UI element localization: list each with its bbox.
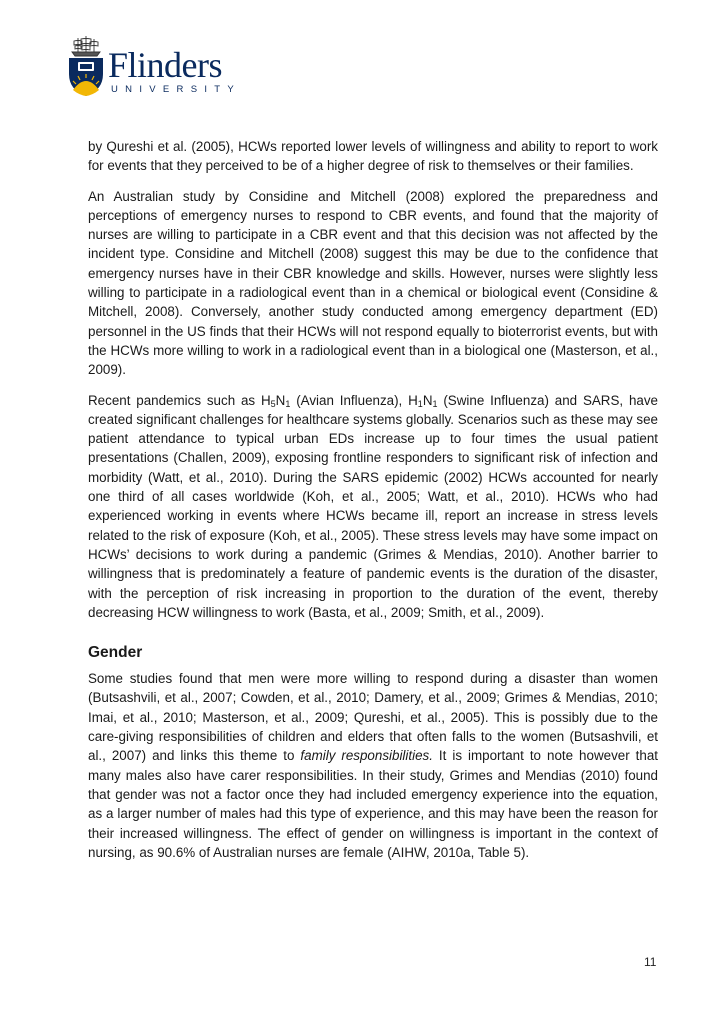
- paragraph-4: Some studies found that men were more willing to respond during a disaster than women (Butsashvili, et al., 2007; Cowden, et al., 2010; Damery, et al., 2009; Grimes & Mendias, 2010; Imai, et al., 2010; Masterson, et al., 2009; Qureshi, et al., 2005). This is possibly due to the care-giving responsibilities of children and elders that often falls to the women (Butsashvili, et al., 2007) and links this theme to family responsibilities. It is important to note however that many males also have carer responsibilities. In their study, Grimes and Mendias (2010) found that gender was not a factor once they had included emergency experience into the equation, as a larger number of males had this type of experience, and this may have been the reason for their increased willingness. The effect of gender on willingness is important in the context of nursing, as 90.6% of Australian nurses are female (AIHW, 2010a, Table 5).: [88, 671, 658, 860]
- document-body: [88, 137, 658, 873]
- crest-icon: [66, 34, 106, 98]
- logo-subtitle: UNIVERSITY: [111, 84, 242, 95]
- paragraph-3: Recent pandemics such as $H_5N_1$ (Avian Influenza), $H_1N_1$ (Swine Influenza) and SARS, have created significant challenges for healthcare systems globally. Scenarios such as these may see patient attendance to typical urban EDs increase up to four times the usual patient presentations (Challen, 2009), exposing frontline responders to significant risk of infection and morbidity (Watt, et al., 2010). During the SARS epidemic (2002) HCWs accounted for nearly one third of all cases worldwide (Koh, et al., 2005; Watt, et al., 2010). HCWs who had experienced working in events where HCWs became ill, report an increase in stress levels related to the risk of exposure (Koh, et al., 2005). These stress levels may have some impact on HCWs’ decisions to work during a pandemic (Grimes & Mendias, 2010). Another barrier to willingness that is predominately a feature of pandemic events is the duration of the disaster, with the perception of risk increasing in proportion to the duration of the event, thereby decreasing HCW willingness to work (Basta, et al., 2009; Smith, et al., 2009).: [88, 392, 659, 620]
- paragraph-2: An Australian study by Considine and Mitchell (2008) explored the preparedness and perceptions of emergency nurses to respond to CBR events, and found that the majority of nurses are willing to participate in a CBR event and that this decision was not affected by the incident type. Considine and Mitchell (2008) suggest this may be due to the confidence that emergency nurses have in their CBR knowledge and skills. However, nurses were slightly less willing to participate in a radiological event than in a chemical or biological event (Considine & Mitchell, 2008). Conversely, another study conducted among emergency department (ED) personnel in the US finds that their HCWs will not respond equally to bioterrorist events, but with the HCWs more willing to work in a radiological event than in a biological one (Masterson, et al., 2009).: [88, 188, 658, 378]
- paragraph-1: by Qureshi et al. (2005), HCWs reported lower levels of willingness and ability to report to work for events that they perceived to be of a higher degree of risk to themselves or their families.: [88, 139, 658, 174]
- page-number: 11: [644, 955, 657, 969]
- emphasis-family-responsibilities: family responsibilities.: [300, 748, 433, 764]
- university-logo: [66, 34, 242, 98]
- logo-wordmark: Flinders: [108, 45, 223, 85]
- section-heading-gender: Gender: [88, 644, 143, 662]
